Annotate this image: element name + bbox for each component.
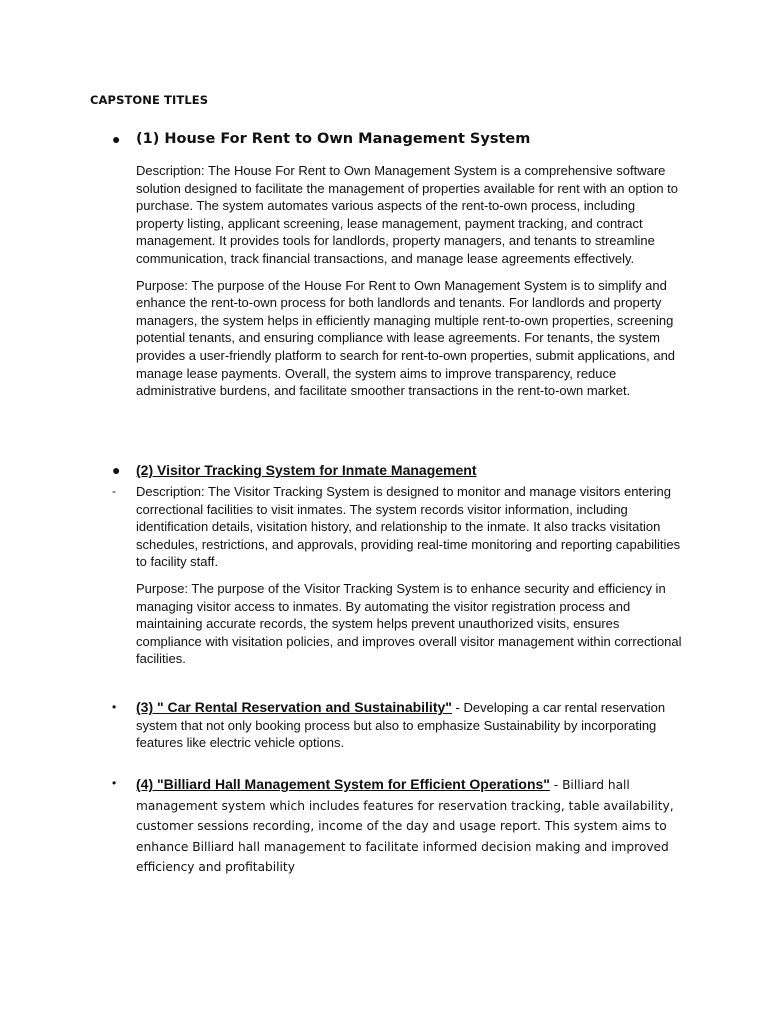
section-4-heading: (4) "Billiard Hall Management System for Efficient Operations" <box>136 776 550 792</box>
bullet-icon: ● <box>112 131 121 147</box>
bullet-icon: • <box>112 776 117 790</box>
section-3-heading: (3) " Car Rental Reservation and Sustainability" <box>136 699 452 715</box>
section-3 <box>112 699 684 752</box>
section-2-purpose: Purpose: The purpose of the Visitor Tracking System is to enhance security and efficiency in managing visitor access to inmates. By automating the visitor registration process and maintaining accurate records, the system helps prevent unauthorized visits, ensures compliance with visitation policies, and improves overall visitor management within correctional facilities. <box>136 580 682 667</box>
section-2 <box>112 462 684 668</box>
section-1-purpose: Purpose: The purpose of the House For Rent to Own Management System is to simplify and enhance the rent-to-own process for both landlords and tenants. For landlords and property managers, the system helps in efficiently managing multiple rent-to-own properties, screening potential tenants, and ensuring compliance with lease agreements. For tenants, the system provides a user-friendly platform to search for rent-to-own properties, submit applications, and manage lease payments. Overall, the system aims to improve transparency, reduce administrative burdens, and facilitate smoother transactions in the rent-to-own market. <box>136 277 676 399</box>
section-3-description: - Developing a car rental reservation system that not only booking process but also to emphasize Sustainability by incorporating features like electric vehicle options. <box>136 700 666 751</box>
section-1-heading: (1) House For Rent to Own Management System <box>136 131 531 147</box>
section-3-text <box>136 699 684 752</box>
section-2-description: Description: The Visitor Tracking System is designed to monitor and manage visitors entering correctional facilities to visit inmates. The system records visitor information, including identification details, visitation history, and relationship to the inmate. It also tracks visitation schedules, restrictions, and approvals, providing real-time monitoring and reporting capabilities to facility staff. <box>136 484 681 570</box>
section-4-description: - Billiard hall management system which includes features for reservation tracking, table availability, customer sessions recording, income of the day and usage report. This system aims to enhance Billiard hall management to facilitate informed decision making and improved efficiency and profitability <box>136 778 674 874</box>
section-1-description: Description: The House For Rent to Own Management System is a comprehensive software solution designed to facilitate the management of properties available for rent with an option to purchase. The system automates various aspects of the rent-to-own process, including property listing, applicant screening, lease management, payment tracking, and contract management. It provides tools for landlords, property managers, and tenants to streamline communication, track financial transactions, and manage lease agreements effectively. <box>136 163 679 266</box>
section-2-heading: (2) Visitor Tracking System for Inmate Management <box>136 462 477 478</box>
section-4-text <box>136 775 684 878</box>
document-title: CAPSTONE TITLES <box>90 93 209 107</box>
section-4 <box>112 775 684 878</box>
dash-marker: - <box>112 484 116 498</box>
bullet-icon: ● <box>112 462 121 478</box>
bullet-icon: • <box>112 700 117 714</box>
section-1 <box>112 131 684 400</box>
